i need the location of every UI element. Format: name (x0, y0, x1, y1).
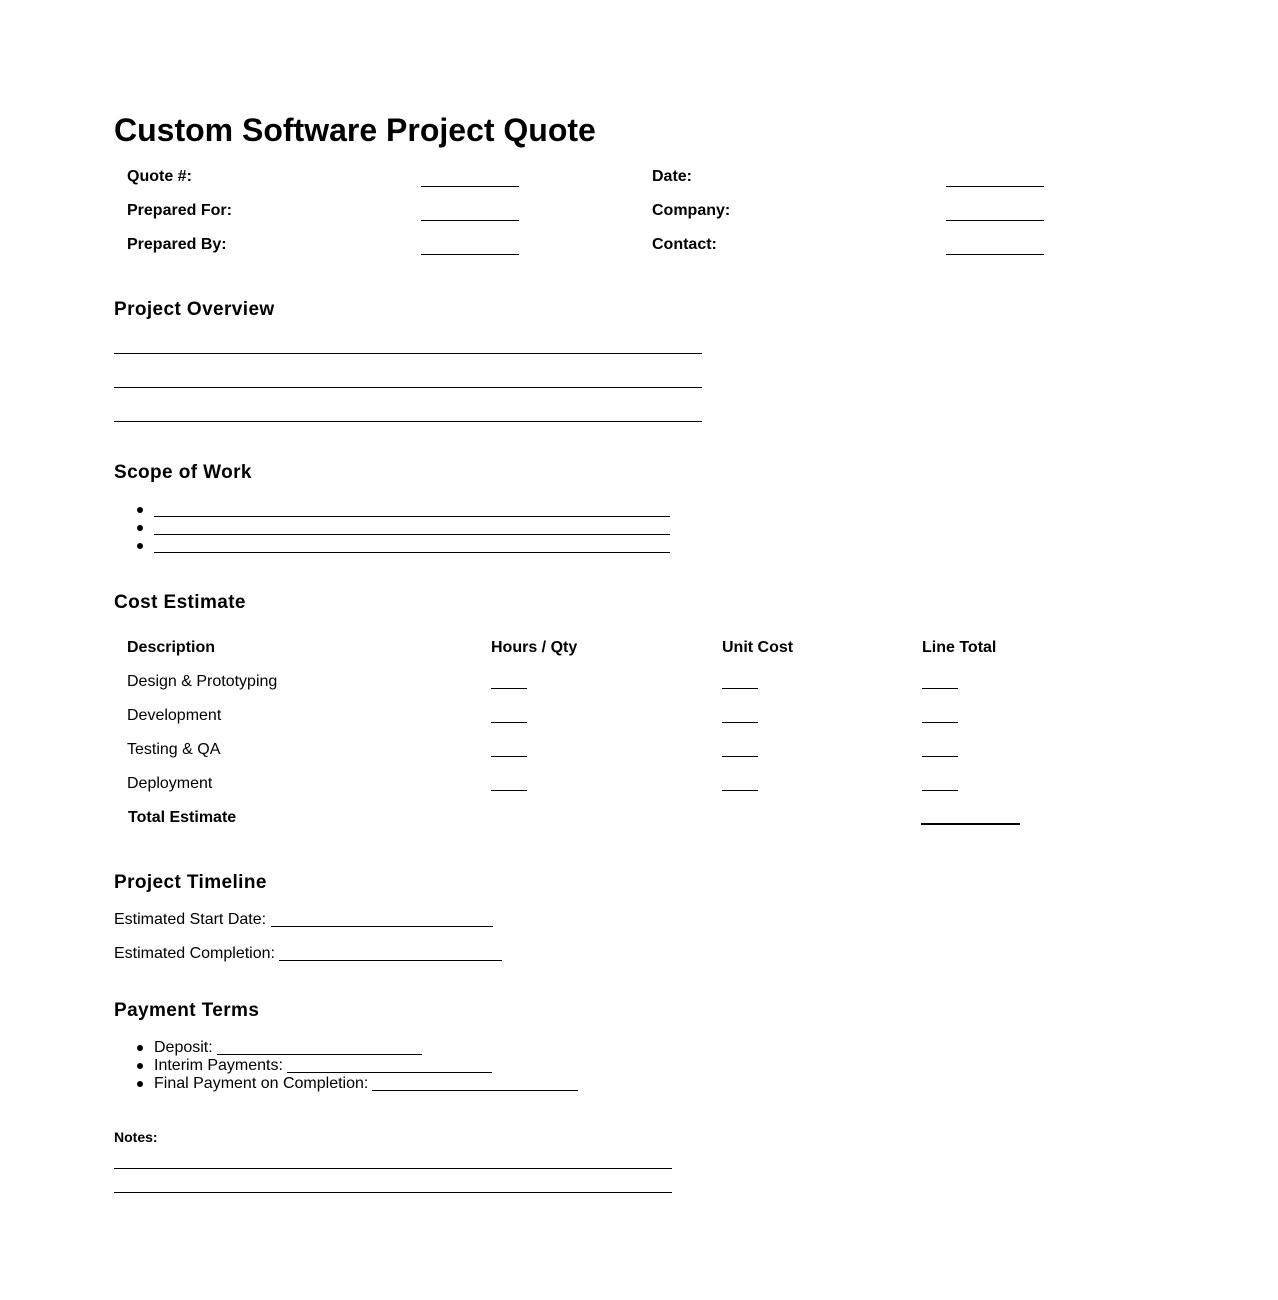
total-estimate-label: Total Estimate (128, 809, 237, 826)
column-header-description: Description (127, 639, 216, 656)
column-header-unit-cost: Unit Cost (722, 639, 794, 656)
quote-number-label: Quote #: (127, 168, 192, 185)
column-header-line-total: Line Total (922, 639, 997, 656)
prepared-for-field[interactable] (421, 220, 519, 221)
bullet-icon (137, 543, 143, 549)
section-heading-scope: Scope of Work (114, 462, 252, 483)
start-date-field[interactable] (271, 926, 493, 927)
quote-number-field[interactable] (421, 186, 519, 187)
section-heading-payment: Payment Terms (114, 1000, 260, 1021)
info-row-prepared-by (114, 236, 1114, 266)
hours-field[interactable] (491, 756, 527, 757)
final-payment-field[interactable] (372, 1090, 578, 1091)
notes-line[interactable] (114, 1192, 672, 1193)
completion-date-label: Estimated Completion: (114, 945, 275, 962)
section-heading-timeline: Project Timeline (114, 872, 267, 893)
page-title: Custom Software Project Quote (114, 112, 596, 148)
prepared-for-label: Prepared For: (127, 202, 232, 219)
prepared-by-field[interactable] (421, 254, 519, 255)
date-label: Date: (652, 168, 693, 185)
scope-item-line[interactable] (154, 534, 670, 535)
table-row-description: Deployment (127, 775, 213, 792)
bullet-icon (137, 1081, 143, 1087)
notes-label: Notes: (114, 1129, 158, 1145)
line-total-field[interactable] (922, 722, 958, 723)
scope-item-line[interactable] (154, 516, 670, 517)
bullet-icon (137, 507, 143, 513)
payment-item-label: Deposit: (154, 1039, 213, 1056)
bullet-icon (137, 525, 143, 531)
line-total-field[interactable] (922, 688, 958, 689)
interim-payments-field[interactable] (287, 1072, 492, 1073)
overview-line[interactable] (114, 421, 702, 422)
notes-line[interactable] (114, 1168, 672, 1169)
table-row-description: Testing & QA (127, 741, 221, 758)
hours-field[interactable] (491, 688, 527, 689)
start-date-label: Estimated Start Date: (114, 911, 267, 928)
deposit-field[interactable] (217, 1054, 422, 1055)
table-row-description: Design & Prototyping (127, 673, 278, 690)
bullet-icon (137, 1063, 143, 1069)
payment-item-label: Interim Payments: (154, 1057, 283, 1074)
bullet-icon (137, 1045, 143, 1051)
section-heading-cost: Cost Estimate (114, 592, 246, 613)
unit-cost-field[interactable] (722, 722, 758, 723)
unit-cost-field[interactable] (722, 756, 758, 757)
line-total-field[interactable] (922, 756, 958, 757)
company-label: Company: (652, 202, 731, 219)
total-estimate-field[interactable] (921, 823, 1020, 825)
overview-line[interactable] (114, 387, 702, 388)
contact-field[interactable] (946, 254, 1044, 255)
prepared-by-label: Prepared By: (127, 236, 227, 253)
info-row-quote (114, 168, 1114, 198)
unit-cost-field[interactable] (722, 790, 758, 791)
column-header-hours: Hours / Qty (491, 639, 578, 656)
table-row-description: Development (127, 707, 222, 724)
scope-item-line[interactable] (154, 552, 670, 553)
line-total-field[interactable] (922, 790, 958, 791)
date-field[interactable] (946, 186, 1044, 187)
hours-field[interactable] (491, 790, 527, 791)
contact-label: Contact: (652, 236, 717, 253)
info-row-prepared-for (114, 202, 1114, 232)
payment-item-label: Final Payment on Completion: (154, 1075, 369, 1092)
section-heading-overview: Project Overview (114, 299, 275, 320)
completion-date-field[interactable] (279, 960, 502, 961)
unit-cost-field[interactable] (722, 688, 758, 689)
overview-line[interactable] (114, 353, 702, 354)
company-field[interactable] (946, 220, 1044, 221)
hours-field[interactable] (491, 722, 527, 723)
